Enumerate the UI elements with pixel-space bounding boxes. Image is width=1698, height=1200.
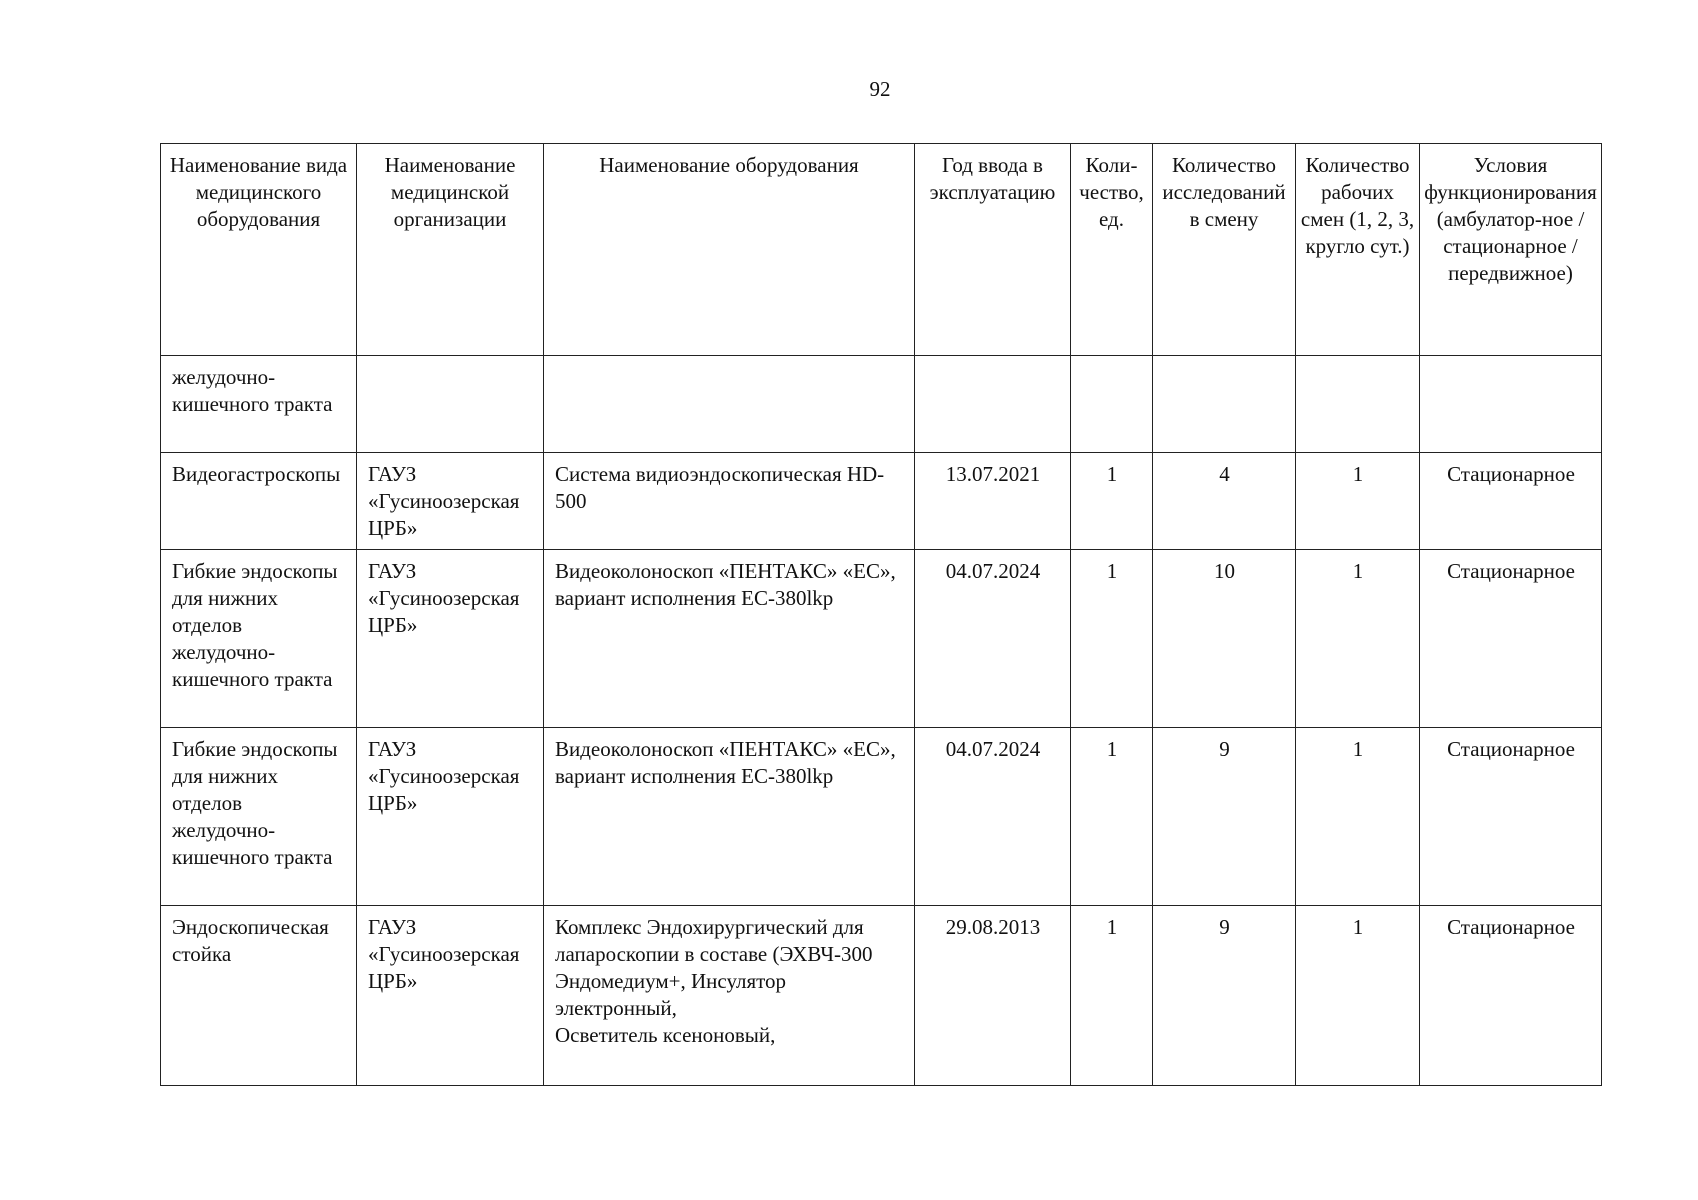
cell-quantity: 1	[1071, 550, 1153, 728]
cell-equipment-name: Комплекс Эндохирургический для лапароскопии в составе (ЭХВЧ-300 Эндомедиум+, Инсулятор электронный, Осветитель ксеноновый,	[544, 906, 915, 1086]
cell-equipment-name: Видеоколоноскоп «ПЕНТАКС» «ЕС», вариант исполнения ЕС-380lkp	[544, 728, 915, 906]
cell-quantity: 1	[1071, 906, 1153, 1086]
cell-quantity: 1	[1071, 728, 1153, 906]
cell-organization: ГАУЗ «Гусиноозерская ЦРБ»	[357, 550, 544, 728]
cell-operating-conditions	[1420, 356, 1602, 453]
cell-work-shifts	[1296, 356, 1420, 453]
cell-quantity	[1071, 356, 1153, 453]
cell-equipment-type: Эндоскопическая стойка	[161, 906, 357, 1086]
cell-equipment-type: Гибкие эндоскопы для нижних отделов желудочно-кишечного тракта	[161, 728, 357, 906]
header-work-shifts: Количество рабочих смен (1, 2, 3, кругло сут.)	[1296, 144, 1420, 356]
header-equipment-type: Наименование вида медицинского оборудования	[161, 144, 357, 356]
cell-organization: ГАУЗ «Гусиноозерская ЦРБ»	[357, 728, 544, 906]
header-equipment-name: Наименование оборудования	[544, 144, 915, 356]
header-commission-year: Год ввода в эксплуатацию	[915, 144, 1071, 356]
cell-quantity: 1	[1071, 453, 1153, 550]
cell-studies-per-shift: 9	[1153, 728, 1296, 906]
cell-equipment-name: Система видиоэндоскопическая HD-500	[544, 453, 915, 550]
table-row	[161, 453, 1602, 550]
equipment-table	[160, 143, 1602, 1086]
table-row	[161, 356, 1602, 453]
cell-commission-year: 29.08.2013	[915, 906, 1071, 1086]
table-row	[161, 550, 1602, 728]
cell-equipment-name: Видеоколоноскоп «ПЕНТАКС» «ЕС», вариант исполнения ЕС-380lkp	[544, 550, 915, 728]
cell-organization: ГАУЗ «Гусиноозерская ЦРБ»	[357, 453, 544, 550]
header-quantity: Коли-чество, ед.	[1071, 144, 1153, 356]
cell-commission-year	[915, 356, 1071, 453]
header-organization: Наименование медицинской организации	[357, 144, 544, 356]
header-studies-per-shift: Количество исследований в смену	[1153, 144, 1296, 356]
table-header-row	[161, 144, 1602, 356]
cell-equipment-type: Гибкие эндоскопы для нижних отделов желудочно-кишечного тракта	[161, 550, 357, 728]
cell-operating-conditions: Стационарное	[1420, 550, 1602, 728]
page-number: 92	[869, 77, 891, 101]
cell-organization	[357, 356, 544, 453]
cell-studies-per-shift	[1153, 356, 1296, 453]
cell-work-shifts: 1	[1296, 453, 1420, 550]
table-row	[161, 906, 1602, 1086]
cell-commission-year: 04.07.2024	[915, 728, 1071, 906]
cell-operating-conditions: Стационарное	[1420, 453, 1602, 550]
cell-equipment-type: Видеогастроскопы	[161, 453, 357, 550]
cell-operating-conditions: Стационарное	[1420, 728, 1602, 906]
cell-studies-per-shift: 9	[1153, 906, 1296, 1086]
cell-work-shifts: 1	[1296, 728, 1420, 906]
cell-studies-per-shift: 10	[1153, 550, 1296, 728]
cell-operating-conditions: Стационарное	[1420, 906, 1602, 1086]
cell-work-shifts: 1	[1296, 906, 1420, 1086]
cell-organization: ГАУЗ «Гусиноозерская ЦРБ»	[357, 906, 544, 1086]
cell-commission-year: 04.07.2024	[915, 550, 1071, 728]
cell-work-shifts: 1	[1296, 550, 1420, 728]
header-operating-conditions: Условия функционирования (амбулатор-ное / стационарное / передвижное)	[1420, 144, 1602, 356]
cell-equipment-type: желудочно-кишечного тракта	[161, 356, 357, 453]
cell-equipment-name	[544, 356, 915, 453]
cell-studies-per-shift: 4	[1153, 453, 1296, 550]
cell-commission-year: 13.07.2021	[915, 453, 1071, 550]
table-row	[161, 728, 1602, 906]
